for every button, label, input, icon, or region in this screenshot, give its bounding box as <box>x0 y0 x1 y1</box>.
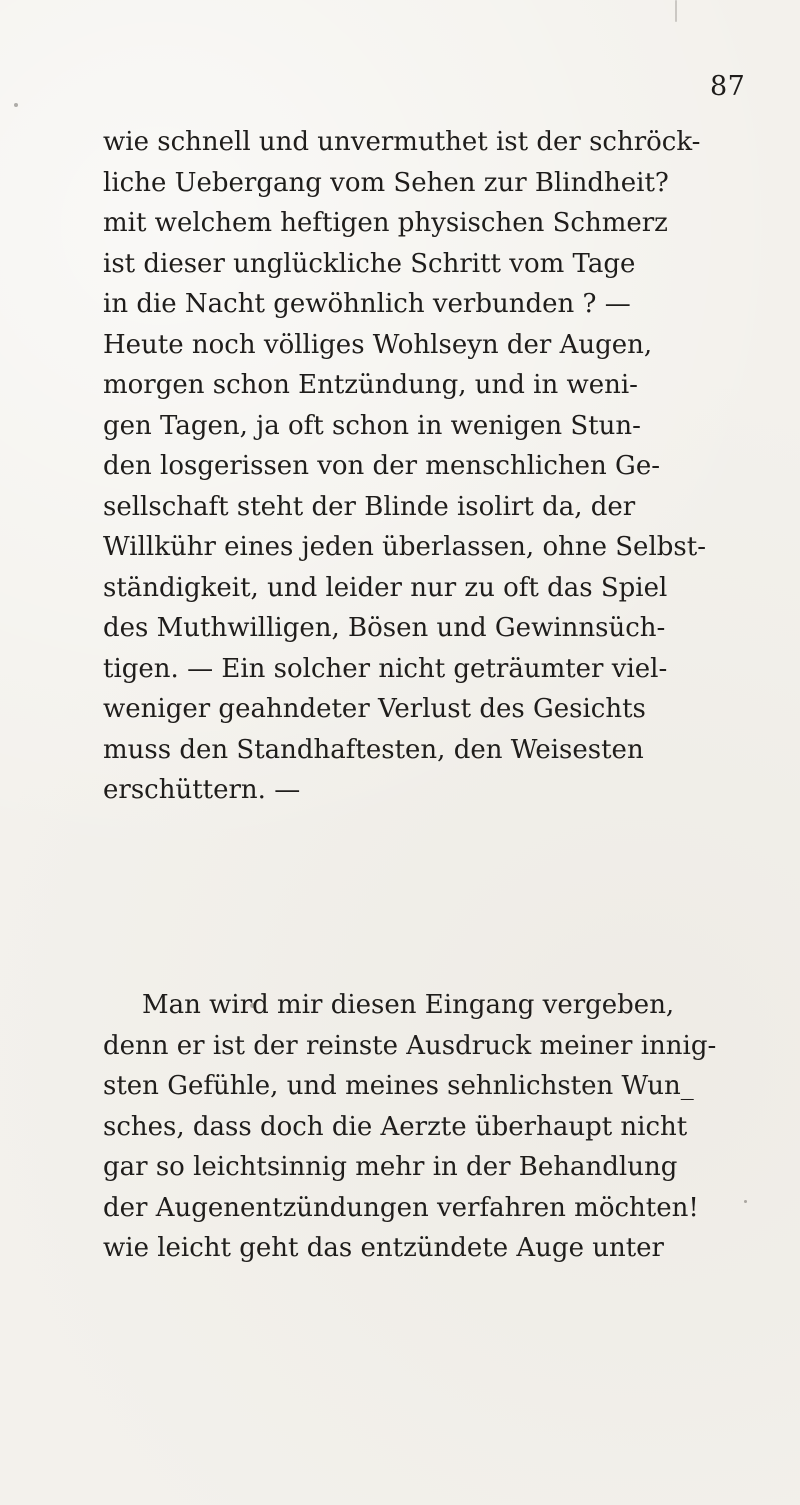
text-line: Man wird mir diesen Eingang vergeben, <box>142 990 675 1020</box>
text-line: liche Uebergang vom Sehen zur Blindheit? <box>103 167 669 198</box>
text-line: sten Gefühle, und meines sehnlichsten Wun_ <box>103 1071 694 1101</box>
text-line: in die Nacht gewöhnlich verbunden ? — <box>103 289 631 319</box>
page-number: 87 <box>710 71 746 102</box>
text-line: gar so leichtsinnig mehr in der Behandlung <box>103 1152 678 1182</box>
text-line: Willkühr eines jeden überlassen, ohne Selbst- <box>103 532 706 562</box>
text-line: denn er ist der reinste Ausdruck meiner innig- <box>103 1030 717 1061</box>
text-line: muss den Standhaftesten, den Weisesten <box>103 734 644 765</box>
paper-speck <box>250 1003 255 1008</box>
text-line: gen Tagen, ja oft schon in wenigen Stun- <box>103 410 641 441</box>
paper-crease <box>675 0 677 22</box>
text-line: der Augenentzündungen verfahren möchten! <box>103 1192 699 1223</box>
text-line: tigen. — Ein solcher nicht geträumter viel- <box>103 653 668 684</box>
paragraph-2 <box>103 985 723 1269</box>
text-line: ständigkeit, und leider nur zu oft das Spiel <box>103 572 668 603</box>
paper-speck <box>14 103 18 107</box>
text-line: wie leicht geht das entzündete Auge unter <box>103 1233 664 1263</box>
text-line: erschüttern. — <box>103 775 301 805</box>
text-line: des Muthwilligen, Bösen und Gewinnsüch- <box>103 613 666 643</box>
text-line: sellschaft steht der Blinde isolirt da, der <box>103 491 636 522</box>
paper-speck <box>744 1200 747 1203</box>
text-line: Heute noch völliges Wohlseyn der Augen, <box>103 329 653 360</box>
text-line: mit welchem heftigen physischen Schmerz <box>103 208 668 238</box>
text-line: sches, dass doch die Aerzte überhaupt nicht <box>103 1111 688 1142</box>
text-line: weniger geahndeter Verlust des Gesichts <box>103 694 646 724</box>
text-line: morgen schon Entzündung, und in weni- <box>103 370 638 400</box>
paragraph-1 <box>103 122 723 811</box>
text-line: ist dieser unglückliche Schritt vom Tage <box>103 248 636 279</box>
text-line: den losgerissen von der menschlichen Ge- <box>103 451 660 481</box>
text-line: wie schnell und unvermuthet ist der schröck- <box>103 127 701 157</box>
